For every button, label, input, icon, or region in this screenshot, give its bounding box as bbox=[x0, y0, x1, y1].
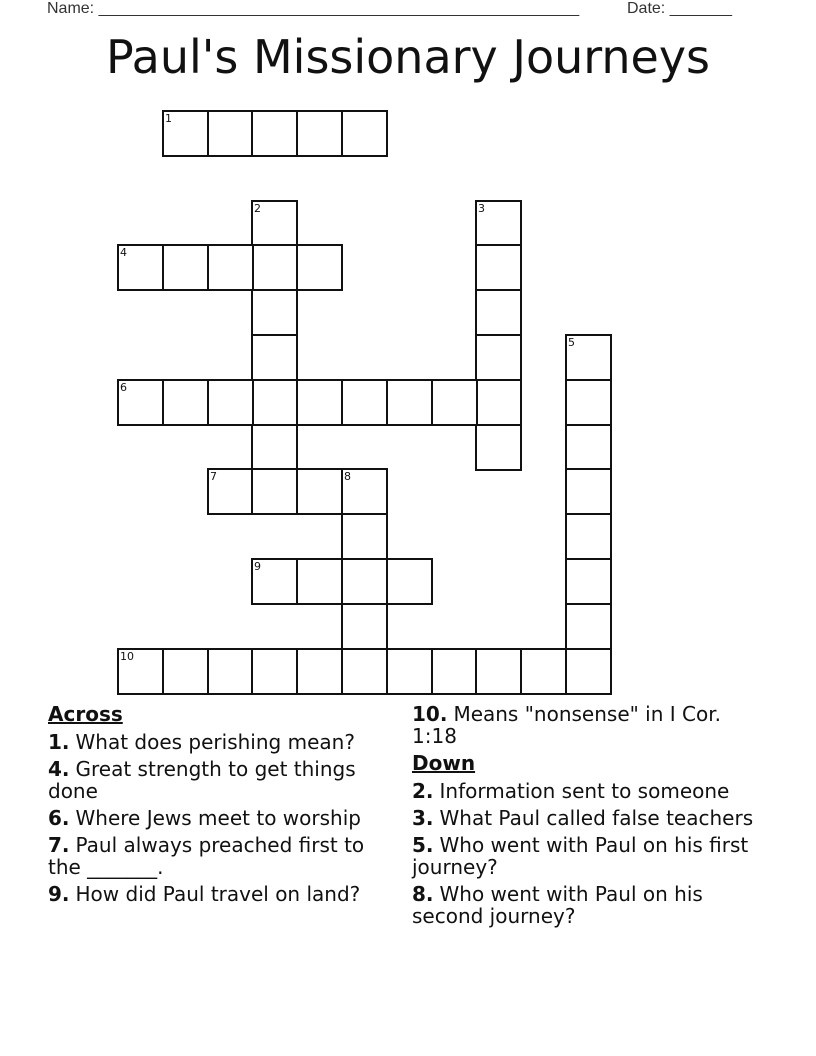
crossword-cell[interactable] bbox=[251, 424, 298, 471]
cell-number: 2 bbox=[254, 202, 261, 215]
clue-text: Who went with Paul on his second journey? bbox=[412, 882, 703, 928]
crossword-cell[interactable] bbox=[475, 379, 522, 426]
crossword-cell[interactable] bbox=[565, 648, 612, 695]
crossword-cell[interactable] bbox=[475, 200, 522, 247]
page-title: Paul's Missionary Journeys bbox=[105, 30, 711, 84]
clue-down-5 bbox=[412, 834, 757, 878]
clue-text: Great strength to get things done bbox=[48, 757, 356, 803]
cell-number: 8 bbox=[344, 470, 351, 483]
clues-column-left bbox=[48, 703, 393, 910]
crossword-cell[interactable] bbox=[475, 289, 522, 336]
crossword-cell[interactable] bbox=[341, 558, 388, 605]
clue-text: What does perishing mean? bbox=[75, 730, 355, 754]
crossword-cell[interactable] bbox=[251, 558, 298, 605]
date-field-label: Date: _______ bbox=[627, 0, 732, 17]
crossword-cell[interactable] bbox=[251, 200, 298, 247]
clue-text: Information sent to someone bbox=[439, 779, 730, 803]
crossword-cell[interactable] bbox=[565, 603, 612, 650]
crossword-cell[interactable] bbox=[341, 513, 388, 560]
crossword-cell[interactable] bbox=[386, 648, 433, 695]
crossword-cell[interactable] bbox=[431, 379, 478, 426]
crossword-cell[interactable] bbox=[520, 648, 567, 695]
crossword-cell[interactable] bbox=[565, 424, 612, 471]
clue-text: What Paul called false teachers bbox=[439, 806, 754, 830]
crossword-cell[interactable] bbox=[296, 244, 343, 291]
clue-text: Paul always preached first to the _______. bbox=[48, 833, 365, 879]
clue-across-7 bbox=[48, 834, 393, 878]
cell-number: 7 bbox=[210, 470, 217, 483]
crossword-cell[interactable] bbox=[296, 648, 343, 695]
crossword-cell[interactable] bbox=[117, 648, 164, 695]
crossword-cell[interactable] bbox=[207, 379, 254, 426]
clue-number: 10. bbox=[412, 702, 448, 726]
crossword-cell[interactable] bbox=[251, 110, 298, 157]
clue-across-10 bbox=[412, 703, 757, 747]
clue-text: How did Paul travel on land? bbox=[75, 882, 361, 906]
crossword-cell[interactable] bbox=[162, 379, 209, 426]
clue-across-4 bbox=[48, 758, 393, 802]
crossword-cell[interactable] bbox=[296, 468, 343, 515]
clue-text: Who went with Paul on his first journey? bbox=[412, 833, 749, 879]
cell-number: 3 bbox=[478, 202, 485, 215]
crossword-cell[interactable] bbox=[386, 379, 433, 426]
crossword-cell[interactable] bbox=[341, 379, 388, 426]
clue-text: Where Jews meet to worship bbox=[75, 806, 361, 830]
crossword-cell[interactable] bbox=[475, 424, 522, 471]
crossword-cell[interactable] bbox=[162, 648, 209, 695]
crossword-cell[interactable] bbox=[386, 558, 433, 605]
crossword-cell[interactable] bbox=[117, 244, 164, 291]
crossword-cell[interactable] bbox=[475, 244, 522, 291]
clue-number: 9. bbox=[48, 882, 70, 906]
clues-column-right bbox=[412, 703, 757, 932]
clue-number: 5. bbox=[412, 833, 434, 857]
cell-number: 1 bbox=[165, 112, 172, 125]
crossword-cell[interactable] bbox=[162, 110, 209, 157]
crossword-cell[interactable] bbox=[251, 379, 298, 426]
clue-down-3 bbox=[412, 807, 757, 829]
crossword-cell[interactable] bbox=[475, 648, 522, 695]
crossword-cell[interactable] bbox=[251, 244, 298, 291]
crossword-cell[interactable] bbox=[207, 110, 254, 157]
crossword-cell[interactable] bbox=[251, 334, 298, 381]
clue-across-1 bbox=[48, 731, 393, 753]
crossword-cell[interactable] bbox=[341, 468, 388, 515]
crossword-cell[interactable] bbox=[341, 603, 388, 650]
crossword-cell[interactable] bbox=[341, 648, 388, 695]
crossword-cell[interactable] bbox=[565, 379, 612, 426]
clue-down-8 bbox=[412, 883, 757, 927]
crossword-cell[interactable] bbox=[207, 648, 254, 695]
crossword-cell[interactable] bbox=[565, 513, 612, 560]
clue-number: 4. bbox=[48, 757, 70, 781]
crossword-cell[interactable] bbox=[296, 558, 343, 605]
clue-number: 6. bbox=[48, 806, 70, 830]
across-heading: Across bbox=[48, 702, 123, 726]
clue-number: 1. bbox=[48, 730, 70, 754]
clue-number: 8. bbox=[412, 882, 434, 906]
crossword-cell[interactable] bbox=[565, 334, 612, 381]
clue-number: 2. bbox=[412, 779, 434, 803]
crossword-cell[interactable] bbox=[565, 558, 612, 605]
clue-across-9 bbox=[48, 883, 393, 905]
crossword-cell[interactable] bbox=[251, 468, 298, 515]
crossword-cell[interactable] bbox=[162, 244, 209, 291]
cell-number: 9 bbox=[254, 560, 261, 573]
crossword-cell[interactable] bbox=[251, 648, 298, 695]
crossword-cell[interactable] bbox=[207, 468, 254, 515]
clue-down-2 bbox=[412, 780, 757, 802]
crossword-cell[interactable] bbox=[251, 289, 298, 336]
crossword-cell[interactable] bbox=[117, 379, 164, 426]
clue-text: Means "nonsense" in I Cor. 1:18 bbox=[412, 702, 721, 748]
crossword-cell[interactable] bbox=[207, 244, 254, 291]
name-field-label: Name: ______________________________________________________ bbox=[47, 0, 580, 17]
cell-number: 10 bbox=[120, 650, 134, 663]
clue-across-6 bbox=[48, 807, 393, 829]
crossword-cell[interactable] bbox=[296, 379, 343, 426]
crossword-cell[interactable] bbox=[565, 468, 612, 515]
cell-number: 5 bbox=[568, 336, 575, 349]
crossword-cell[interactable] bbox=[475, 334, 522, 381]
crossword-cell[interactable] bbox=[431, 648, 478, 695]
clue-number: 7. bbox=[48, 833, 70, 857]
crossword-cell[interactable] bbox=[296, 110, 343, 157]
cell-number: 6 bbox=[120, 381, 127, 394]
down-heading: Down bbox=[412, 751, 476, 775]
crossword-cell[interactable] bbox=[341, 110, 388, 157]
cell-number: 4 bbox=[120, 246, 127, 259]
clue-number: 3. bbox=[412, 806, 434, 830]
